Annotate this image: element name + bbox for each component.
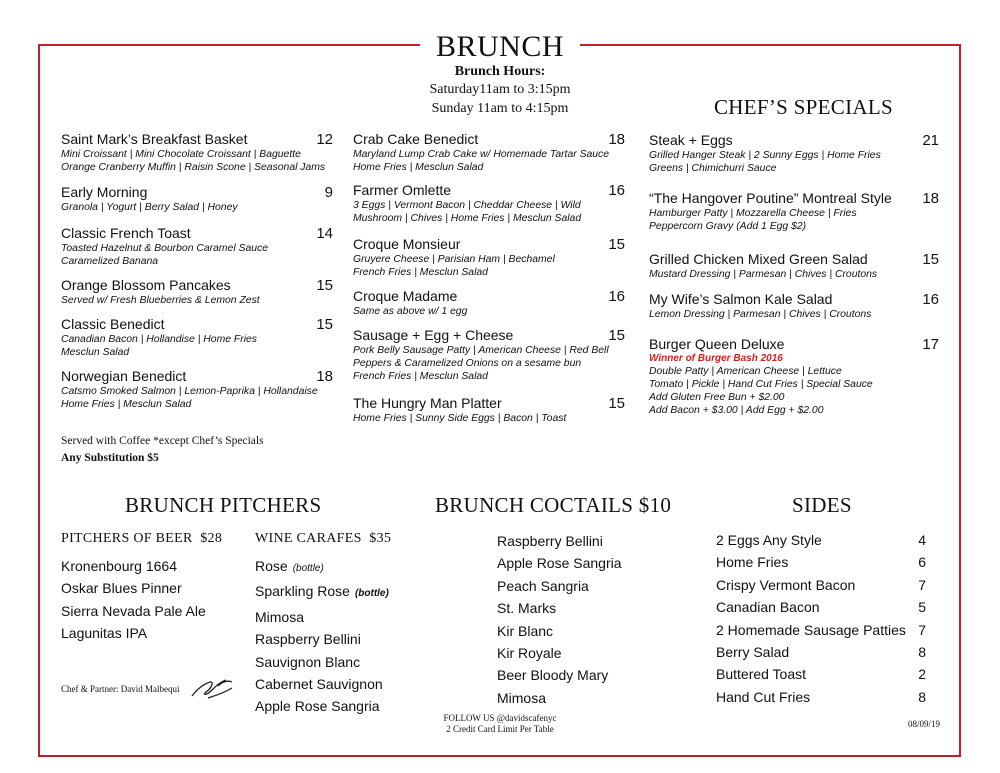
menu-item: [61, 184, 333, 214]
wine-note: (bottle): [292, 563, 324, 574]
wine-carafes-label: WINE CARAFES $35: [255, 531, 392, 546]
side-item: [716, 619, 926, 641]
wine-note: (bottle): [354, 588, 389, 600]
menu-item-name: Crab Cake Benedict: [353, 131, 479, 147]
sides-list: [716, 529, 926, 708]
menu-item-description: Toasted Hazelnut & Bourbon Caramel Sauce: [61, 243, 268, 254]
menu-item-name: Grilled Chicken Mixed Green Salad: [649, 251, 868, 267]
menu-item-price: 18: [922, 190, 939, 207]
menu-item-description: Lemon Dressing | Parmesan | Chives | Croutons: [649, 309, 872, 320]
menu-item-name: Saint Mark’s Breakfast Basket: [61, 131, 248, 147]
menu-item-price: 16: [922, 291, 939, 308]
menu-item-price: 18: [316, 368, 333, 385]
menu-item-name: Burger Queen Deluxe: [649, 336, 785, 352]
menu-item-description: Orange Cranberry Muffin | Raisin Scone | Seasonal Jams: [61, 162, 326, 173]
wine-item: [255, 580, 389, 605]
coffee-note: Served with Coffee *except Chef’s Specials: [61, 435, 264, 447]
menu-item-description: Pork Belly Sausage Patty | American Cheese | Red Bell: [353, 345, 609, 356]
menu-item-description: Double Patty | American Cheese | Lettuce: [649, 366, 842, 377]
menu-item-name: Sausage + Egg + Cheese: [353, 327, 514, 343]
menu-item-row: [649, 132, 939, 149]
cocktails-heading: BRUNCH COCTAILS $10: [435, 493, 672, 517]
menu-item: [353, 182, 625, 225]
hours-saturday: Saturday11am to 3:15pm: [429, 82, 571, 97]
wine-name: Raspberry Bellini: [255, 631, 361, 648]
side-item: [716, 641, 926, 663]
side-price: 4: [918, 532, 926, 548]
menu-item-row: [61, 316, 333, 333]
menu-item-description: Peppers & Caramelized Onions on a sesame bun: [353, 358, 582, 369]
menu-item-price: 16: [608, 182, 625, 199]
menu-item-name: Norwegian Benedict: [61, 368, 187, 384]
wine-name: Apple Rose Sangria: [255, 698, 380, 715]
menu-item-description: Mustard Dressing | Parmesan | Chives | Croutons: [649, 269, 878, 280]
wine-item: [255, 651, 389, 673]
menu-item-description: Granola | Yogurt | Berry Salad | Honey: [61, 202, 238, 213]
menu-title: BRUNCH: [435, 30, 565, 63]
beer-pitchers-label: PITCHERS OF BEER $28: [61, 531, 223, 546]
wine-item: [255, 555, 389, 580]
menu-item-row: [353, 395, 625, 412]
menu-item-price: 15: [922, 251, 939, 268]
cocktail-item: Mimosa: [497, 689, 547, 706]
menu-item-price: 15: [608, 327, 625, 344]
menu-item: [61, 316, 333, 359]
menu-item-name: My Wife’s Salmon Kale Salad: [649, 291, 833, 307]
wine-name: Sparkling Rose: [255, 583, 350, 600]
cocktail-item: Kir Royale: [497, 645, 562, 662]
side-name: 2 Eggs Any Style: [716, 532, 822, 548]
menu-item: [353, 327, 625, 383]
side-name: Berry Salad: [716, 644, 790, 661]
menu-item-row: [649, 336, 939, 353]
menu-item-description: Catsmo Smoked Salmon | Lemon-Paprika | Hollandaise: [61, 386, 318, 397]
menu-item-description: Mesclun Salad: [61, 347, 130, 358]
menu-item-row: [649, 291, 939, 308]
menu-item-description: Maryland Lump Crab Cake w/ Homemade Tartar Sauce: [353, 149, 610, 160]
menu-item-price: 18: [608, 131, 625, 148]
menu-item-description: Home Fries | Mesclun Salad: [353, 162, 484, 173]
menu-item-description: French Fries | Mesclun Salad: [353, 267, 488, 278]
menu-item-row: [353, 288, 625, 305]
beer-list: [61, 555, 206, 645]
menu-item-price: 16: [608, 288, 625, 305]
menu-item: [649, 132, 939, 175]
side-price: 8: [918, 644, 926, 661]
menu-item-description: Tomato | Pickle | Hand Cut Fries | Special Sauce: [649, 379, 873, 390]
cocktail-item: Beer Bloody Mary: [497, 667, 609, 684]
menu-item-description: Caramelized Banana: [61, 256, 159, 267]
cocktail-list: [497, 530, 622, 709]
menu-item-description: Add Bacon + $3.00 | Add Egg + $2.00: [649, 405, 824, 416]
side-item: [716, 551, 926, 573]
cocktail-item: Apple Rose Sangria: [497, 555, 622, 572]
menu-item: [649, 291, 939, 321]
wine-name: Sauvignon Blanc: [255, 653, 361, 670]
menu-item-description: Home Fries | Sunny Side Eggs | Bacon | Toast: [353, 413, 567, 424]
menu-item-name: Croque Monsieur: [353, 236, 461, 252]
footer-date: 08/09/19: [908, 719, 941, 729]
menu-item-description: 3 Eggs | Vermont Bacon | Cheddar Cheese | Wild: [353, 200, 581, 211]
side-price: 5: [918, 599, 926, 616]
menu-item-description: Gruyere Cheese | Parisian Ham | Bechamel: [353, 254, 555, 265]
menu-item-name: The Hungry Man Platter: [353, 395, 502, 411]
menu-item-row: [61, 184, 333, 201]
menu-item-row: [353, 182, 625, 199]
chef-credit: Chef & Partner: David Malbequi: [61, 684, 180, 694]
side-item: [716, 574, 926, 596]
menu-item: [353, 236, 625, 279]
wine-item: [255, 606, 389, 628]
menu-item-name: Classic French Toast: [61, 225, 191, 241]
side-item: [716, 686, 926, 708]
side-name: Home Fries: [716, 554, 789, 571]
wine-item: [255, 673, 389, 695]
menu-item-row: [61, 368, 333, 385]
menu-item-name: Classic Benedict: [61, 316, 165, 332]
side-item: [716, 663, 926, 685]
chef-signature: [188, 674, 236, 704]
menu-item: [61, 368, 333, 411]
side-price: 2: [918, 666, 926, 683]
menu-item-name: Steak + Eggs: [649, 132, 733, 148]
menu-item-description: Mushroom | Chives | Home Fries | Mesclun Salad: [353, 213, 582, 224]
menu-item: [649, 190, 939, 233]
wine-name: Mimosa: [255, 608, 305, 625]
menu-item: [353, 395, 625, 425]
menu-item-price: 12: [316, 131, 333, 148]
menu-item-description: Served w/ Fresh Blueberries & Lemon Zest: [61, 295, 260, 306]
menu-item-row: [649, 251, 939, 268]
menu-item-description: Peppercorn Gravy (Add 1 Egg $2): [649, 221, 807, 232]
substitution-note: Any Substitution $5: [61, 452, 159, 464]
side-name: Buttered Toast: [716, 666, 807, 683]
footer-card-limit: 2 Credit Card Limit Per Table: [446, 724, 554, 734]
menu-item: [353, 288, 625, 318]
wine-name: Cabernet Sauvignon: [255, 676, 383, 693]
side-name: Hand Cut Fries: [716, 688, 811, 705]
menu-item: [649, 336, 939, 417]
side-name: 2 Homemade Sausage Patties: [716, 621, 906, 638]
pitchers-heading: BRUNCH PITCHERS: [125, 493, 322, 517]
side-price: 7: [918, 621, 926, 638]
menu-item-name: Croque Madame: [353, 288, 458, 304]
cocktail-item: Peach Sangria: [497, 577, 589, 594]
menu-item-name: Orange Blossom Pancakes: [61, 277, 231, 293]
cocktail-item: Raspberry Bellini: [497, 533, 603, 549]
menu-item-row: [353, 131, 625, 148]
beer-item: Lagunitas IPA: [61, 625, 148, 642]
menu-item-row: [649, 190, 939, 207]
side-price: 6: [918, 554, 926, 571]
menu-item-description: French Fries | Mesclun Salad: [353, 371, 488, 382]
menu-item-name: Farmer Omlette: [353, 182, 452, 198]
menu-item-price: 9: [324, 184, 333, 201]
menu-item: [353, 131, 625, 174]
hours-sunday: Sunday 11am to 4:15pm: [431, 101, 569, 116]
side-name: Canadian Bacon: [716, 599, 820, 616]
sides-heading: SIDES: [792, 493, 852, 517]
beer-item: Oskar Blues Pinner: [61, 580, 182, 597]
menu-item-description: Same as above w/ 1 egg: [353, 306, 468, 317]
side-item: [716, 529, 926, 551]
menu-item: [61, 277, 333, 307]
side-item: [716, 596, 926, 618]
menu-item-description: Hamburger Patty | Mozzarella Cheese | Fries: [649, 208, 857, 219]
menu-item-description: Home Fries | Mesclun Salad: [61, 399, 192, 410]
wine-item: [255, 695, 389, 717]
menu-item-description: Greens | Chimichurri Sauce: [649, 163, 777, 174]
menu-item-price: 15: [316, 316, 333, 333]
menu-item-row: [61, 225, 333, 242]
award-badge: Winner of Burger Bash 2016: [649, 353, 783, 364]
menu-item-description: Add Gluten Free Bun + $2.00: [649, 392, 785, 403]
menu-item-price: 17: [922, 336, 939, 353]
menu-item-price: 15: [316, 277, 333, 294]
menu-item-name: “The Hangover Poutine” Montreal Style: [649, 190, 892, 206]
menu-item-price: 21: [922, 132, 939, 149]
wine-list: [255, 555, 389, 718]
menu-item: [649, 251, 939, 281]
menu-item-description: Grilled Hanger Steak | 2 Sunny Eggs | Home Fries: [649, 150, 881, 161]
menu-item-row: [61, 131, 333, 148]
beer-item: Kronenbourg 1664: [61, 558, 177, 574]
menu-item-row: [61, 277, 333, 294]
beer-item: Sierra Nevada Pale Ale: [61, 602, 206, 619]
menu-item-price: 15: [608, 236, 625, 253]
menu-item-description: Canadian Bacon | Hollandise | Home Fries: [61, 334, 257, 345]
wine-name: Rose: [255, 558, 288, 574]
cocktail-item: St. Marks: [497, 600, 557, 617]
menu-item-price: 15: [608, 395, 625, 412]
footer-follow: FOLLOW US @davidscafenyc: [443, 713, 557, 723]
side-price: 8: [918, 688, 926, 705]
menu-item-row: [353, 327, 625, 344]
cocktail-item: Kir Blanc: [497, 622, 554, 639]
menu-item-description: Mini Croissant | Mini Chocolate Croissant | Baguette: [61, 149, 301, 160]
wine-item: [255, 628, 389, 650]
side-price: 7: [918, 576, 926, 593]
menu-item-price: 14: [316, 225, 333, 242]
menu-item: [61, 225, 333, 268]
hours-label: Brunch Hours:: [454, 64, 546, 79]
menu-item: [61, 131, 333, 174]
side-name: Crispy Vermont Bacon: [716, 576, 856, 593]
menu-item-name: Early Morning: [61, 184, 148, 200]
specials-heading: CHEF’S SPECIALS: [714, 95, 893, 119]
menu-item-row: [353, 236, 625, 253]
